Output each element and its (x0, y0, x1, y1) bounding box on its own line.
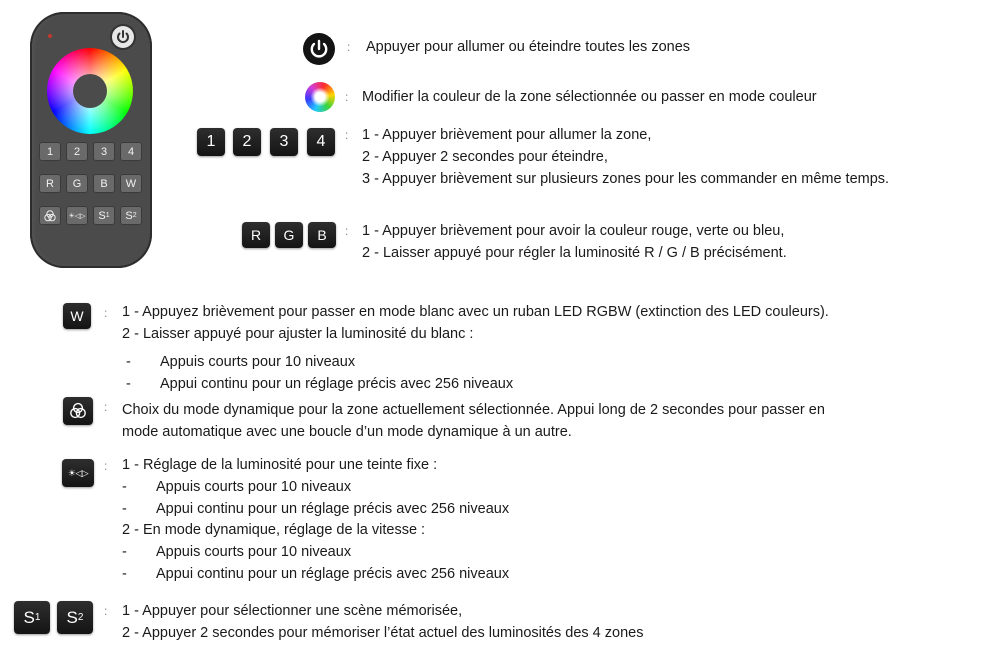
rgb-line-2: 2 - Laisser appuyé pour régler la luminosité R / G / B précisément. (362, 245, 787, 261)
separator-dynamic: : (104, 400, 108, 414)
separator-power: : (347, 40, 351, 54)
remote-r: R (39, 174, 61, 193)
remote-scene-1 (93, 206, 115, 225)
scene-key-s1 (14, 601, 50, 634)
white-bullet-dash-2: - (126, 376, 131, 392)
remote-w: W (120, 174, 142, 193)
brightness-dash-1: - (122, 479, 127, 495)
remote-brightness-speed: ☀◁▷ (66, 206, 88, 225)
color-wheel-icon (305, 82, 335, 112)
brightness-header-1: 1 - Réglage de la luminosité pour une teinte fixe : (122, 457, 438, 473)
remote-zone-4: 4 (120, 142, 142, 161)
color-description: Modifier la couleur de la zone sélectionnée ou passer en mode couleur (362, 89, 817, 105)
remote-s1-sub: 1 (105, 212, 110, 219)
zones-line-1: 1 - Appuyer brièvement pour allumer la zone, (362, 127, 652, 143)
brightness-bullet-2: Appui continu pour un réglage précis avec 256 niveaux (156, 501, 510, 517)
brightness-speed-key: ☀◁▷ (62, 459, 94, 487)
remote-s2-sub: 2 (132, 212, 137, 219)
separator-rgb: : (345, 224, 349, 238)
white-line-1: 1 - Appuyez brièvement pour passer en mode blanc avec un ruban LED RGBW (extinction des LED couleurs). (122, 304, 829, 320)
zone-key-3: 3 (270, 128, 298, 156)
separator-brightness: : (104, 459, 108, 473)
remote-g: G (66, 174, 88, 193)
remote-scene-2 (120, 206, 142, 225)
zone-key-4: 4 (307, 128, 335, 156)
brightness-dash-4: - (122, 566, 127, 582)
remote-zone-2: 2 (66, 142, 88, 161)
separator-zones: : (345, 128, 349, 142)
s1-letter: S (23, 607, 35, 627)
white-bullet-2: Appui continu pour un réglage précis avec 256 niveaux (160, 376, 514, 392)
remote-zone-1: 1 (39, 142, 61, 161)
dynamic-line-2: mode automatique avec une boucle d’un mode dynamique à un autre. (122, 424, 572, 440)
rgb-line-1: 1 - Appuyer brièvement pour avoir la couleur rouge, verte ou bleu, (362, 223, 785, 239)
three-circles-icon (43, 209, 57, 223)
remote-power-button (112, 26, 134, 48)
s1-sub: 1 (34, 612, 41, 623)
dynamic-mode-key (63, 397, 93, 425)
remote-control-image (30, 12, 152, 268)
scenes-line-2: 2 - Appuyer 2 secondes pour mémoriser l’état actuel des luminosités des 4 zones (122, 625, 644, 641)
white-bullet-dash-1: - (126, 354, 131, 370)
separator-white: : (104, 306, 108, 320)
r-key: R (242, 222, 270, 248)
power-icon (303, 33, 335, 65)
separator-color: : (345, 90, 349, 104)
remote-zone-3: 3 (93, 142, 115, 161)
remote-b: B (93, 174, 115, 193)
w-key: W (63, 303, 91, 329)
indicator-led (48, 34, 52, 38)
scene-key-s2 (57, 601, 93, 634)
brightness-bullet-3: Appuis courts pour 10 niveaux (156, 544, 352, 560)
power-key (303, 33, 335, 65)
power-icon (112, 26, 134, 48)
remote-dynamic-mode (39, 206, 61, 225)
brightness-dash-2: - (122, 501, 127, 517)
zones-line-3: 3 - Appuyer brièvement sur plusieurs zones pour les commander en même temps. (362, 171, 890, 187)
b-key: B (308, 222, 336, 248)
power-description: Appuyer pour allumer ou éteindre toutes les zones (366, 39, 691, 55)
s2-sub: 2 (77, 612, 84, 623)
brightness-bullet-1: Appuis courts pour 10 niveaux (156, 479, 352, 495)
dynamic-line-1: Choix du mode dynamique pour la zone actuellement sélectionnée. Appui long de 2 secondes pour passer en (122, 402, 825, 418)
zone-key-2: 2 (233, 128, 261, 156)
zone-key-1: 1 (197, 128, 225, 156)
brightness-header-2: 2 - En mode dynamique, réglage de la vitesse : (122, 522, 426, 538)
separator-scenes: : (104, 604, 108, 618)
scenes-line-1: 1 - Appuyer pour sélectionner une scène mémorisée, (122, 603, 463, 619)
brightness-bullet-4: Appui continu pour un réglage précis avec 256 niveaux (156, 566, 510, 582)
g-key: G (275, 222, 303, 248)
remote-s2-letter: S (125, 209, 133, 222)
color-wheel-center (73, 74, 107, 108)
remote-s1-letter: S (98, 209, 106, 222)
white-bullet-1: Appuis courts pour 10 niveaux (160, 354, 356, 370)
s2-letter: S (66, 607, 78, 627)
brightness-dash-3: - (122, 544, 127, 560)
white-line-2: 2 - Laisser appuyé pour ajuster la luminosité du blanc : (122, 326, 474, 342)
three-circles-icon (68, 401, 88, 421)
zones-line-2: 2 - Appuyer 2 secondes pour éteindre, (362, 149, 608, 165)
